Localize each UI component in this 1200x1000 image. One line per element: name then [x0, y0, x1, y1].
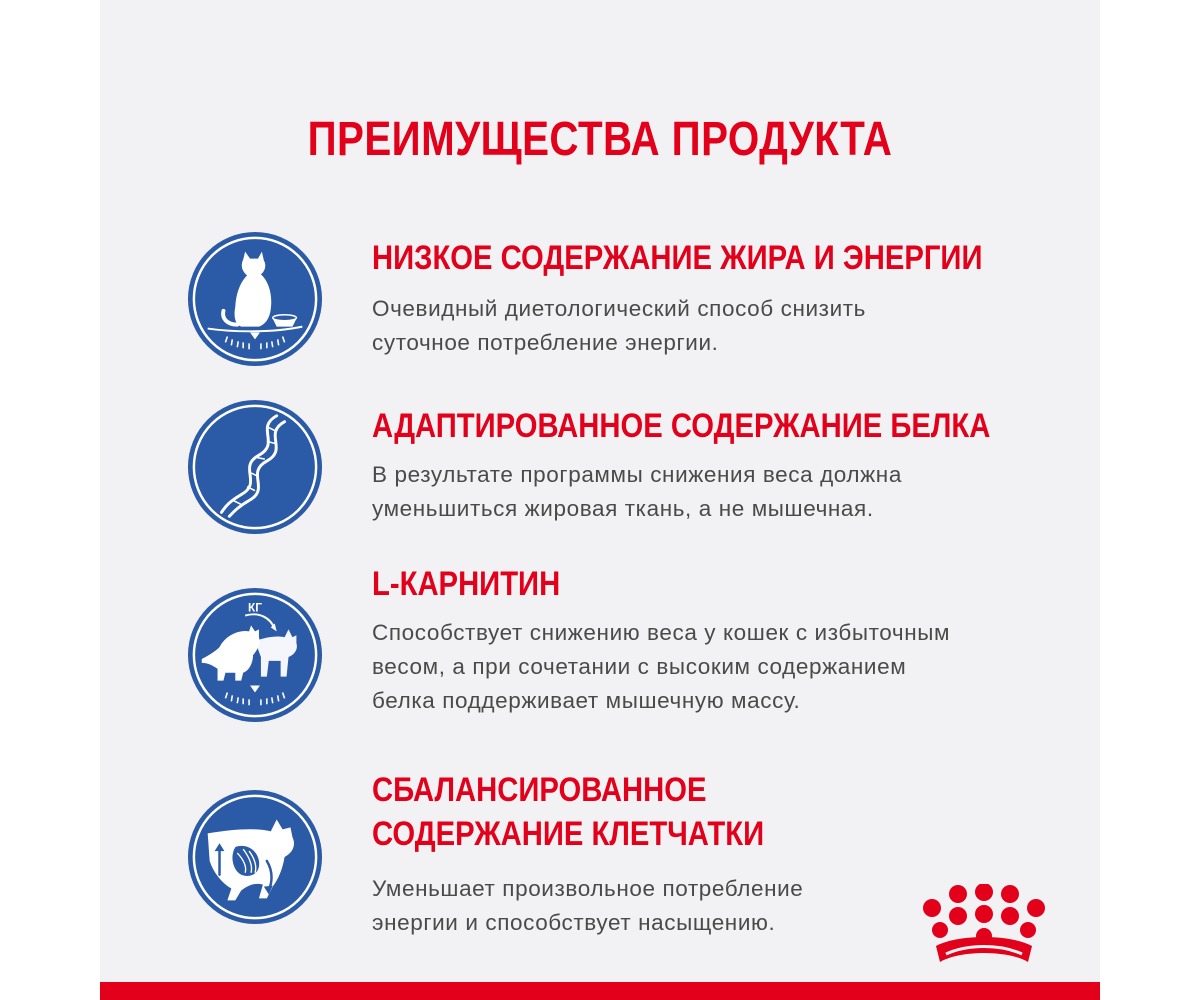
- benefit-heading: НИЗКОЕ СОДЕРЖАНИЕ ЖИРА И ЭНЕРГИИ: [372, 239, 983, 277]
- benefit-description-line: суточное потребление энергии.: [372, 330, 719, 355]
- benefit-description-line: В результате программы снижения веса должна: [372, 462, 902, 487]
- benefit-heading-line: СБАЛАНСИРОВАННОЕ: [372, 771, 707, 809]
- benefit-description-line: белка поддерживает мышечную массу.: [372, 688, 801, 713]
- dna-helix-icon: [186, 398, 324, 536]
- benefit-description-line: Способствует снижению веса у кошек с избыточным: [372, 620, 951, 645]
- royal-canin-crown-icon: [918, 884, 1050, 968]
- cat-bowl-icon: [186, 230, 324, 368]
- benefit-description: [372, 616, 1072, 718]
- benefit-description-line: Очевидный диетологический способ снизить: [372, 296, 866, 321]
- benefit-description-line: уменьшиться жировая ткань, а не мышечная.: [372, 496, 874, 521]
- bottom-accent-bar: [100, 982, 1100, 1000]
- benefit-description-line: Уменьшает произвольное потребление: [372, 876, 804, 901]
- benefit-description: [372, 458, 1072, 526]
- weight-label: КГ: [248, 600, 262, 615]
- benefit-heading: L-КАРНИТИН: [372, 565, 561, 603]
- benefit-heading-line: СОДЕРЖАНИЕ КЛЕТЧАТКИ: [372, 815, 765, 853]
- infographic-panel: [100, 0, 1100, 1000]
- page-title: ПРЕИМУЩЕСТВА ПРОДУКТА: [307, 113, 893, 166]
- benefit-heading: АДАПТИРОВАННОЕ СОДЕРЖАНИЕ БЕЛКА: [372, 407, 991, 445]
- benefit-description: [372, 292, 1072, 360]
- benefit-description-line: весом, а при сочетании с высоким содержанием: [372, 654, 907, 679]
- benefit-heading: [372, 768, 764, 856]
- benefit-description-line: энергии и способствует насыщению.: [372, 910, 776, 935]
- weight-cat-icon: [186, 586, 324, 724]
- cat-digestion-icon: [186, 788, 324, 926]
